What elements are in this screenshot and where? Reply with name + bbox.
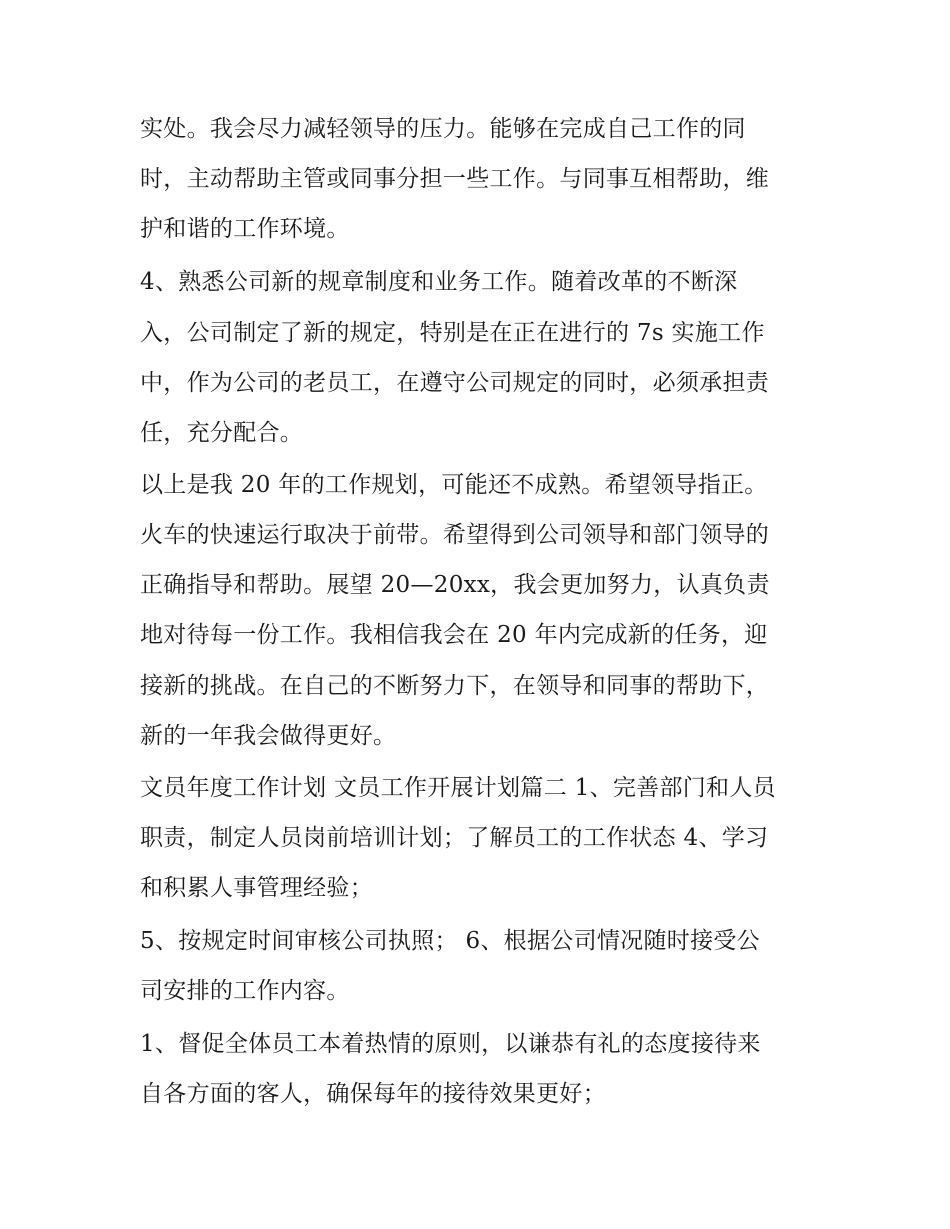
text-line-12: 接新的挑战。在自己的不断努力下，在领导和同事的帮助下， (140, 673, 770, 699)
text-line-18: 司安排的工作内容。 (140, 978, 350, 1004)
text-line-17: 5、按规定时间审核公司执照； 6、根据公司情况随时接受公 (140, 928, 760, 954)
text-line-7: 任，充分配合。 (140, 420, 304, 446)
text-line-19: 1、督促全体员工本着热情的原则，以谦恭有礼的态度接待来 (140, 1031, 761, 1057)
text-line-11: 地对待每一份工作。我相信我会在 20 年内完成新的任务，迎 (140, 622, 768, 648)
text-line-8: 以上是我 20 年的工作规划，可能还不成熟。希望领导指正。 (140, 472, 768, 498)
text-line-15: 职责，制定人员岗前培训计划；了解员工的工作状态 4、学习 (140, 825, 769, 851)
text-line-1: 实处。我会尽力减轻领导的压力。能够在完成自己工作的同 (140, 116, 746, 142)
text-line-13: 新的一年我会做得更好。 (140, 723, 397, 749)
text-line-14: 文员年度工作计划 文员工作开展计划篇二 1、完善部门和人员 (140, 775, 776, 801)
text-line-9: 火车的快速运行取决于前带。希望得到公司领导和部门领导的 (140, 522, 770, 548)
text-line-2: 时，主动帮助主管或同事分担一些工作。与同事互相帮助，维 (140, 166, 770, 192)
text-line-10: 正确指导和帮助。展望 20—20xx，我会更加努力，认真负责 (140, 572, 770, 598)
text-line-3: 护和谐的工作环境。 (140, 216, 350, 242)
text-line-20: 自各方面的客人，确保每年的接待效果更好； (140, 1081, 606, 1107)
text-line-16: 和积累人事管理经验； (140, 875, 373, 901)
text-line-4: 4、熟悉公司新的规章制度和业务工作。随着改革的不断深 (140, 269, 738, 295)
text-line-5: 入，公司制定了新的规定，特别是在正在进行的 7s 实施工作 (140, 320, 765, 346)
text-line-6: 中，作为公司的老员工，在遵守公司规定的同时，必须承担责 (140, 370, 770, 396)
